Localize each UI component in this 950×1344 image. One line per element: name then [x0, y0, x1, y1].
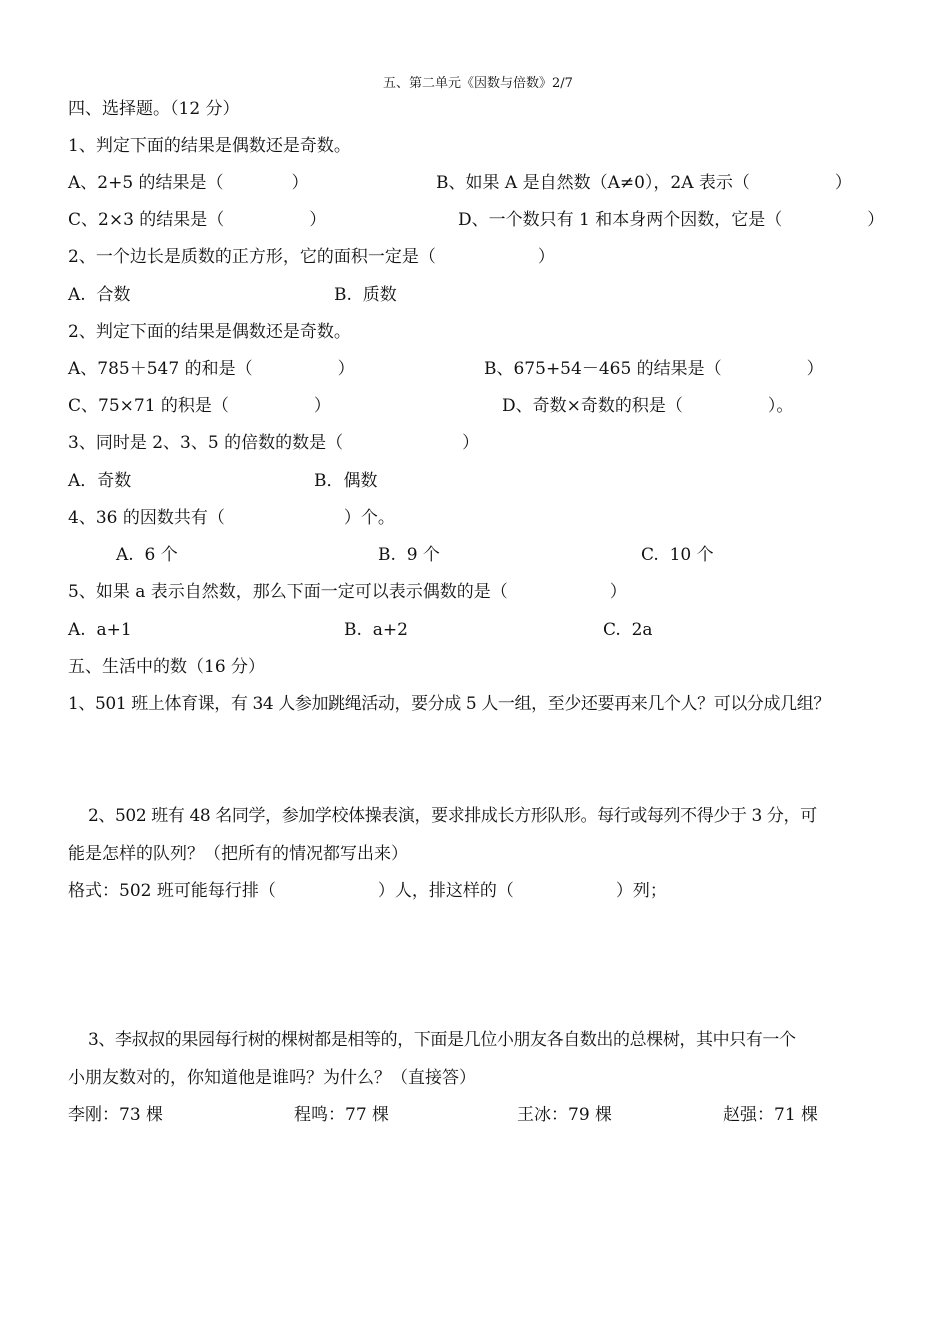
tree-count-cheng-ming: 程鸣：77 棵 [294, 1105, 390, 1125]
question-5-option-c: C. 2a [603, 620, 653, 640]
question-2a-stem: 2、一个边长是质数的正方形，它的面积一定是（ ） [68, 247, 555, 267]
question-2b-option-d: D、奇数×奇数的积是（ ）。 [502, 396, 794, 416]
question-2b-option-c: C、75×71 的积是（ ） [68, 396, 331, 416]
tree-count-zhao-qiang: 赵强：71 棵 [723, 1105, 819, 1125]
question-5-option-a: A. a+1 [68, 620, 132, 640]
section-5-title: 五、生活中的数（16 分） [68, 657, 266, 677]
question-3-option-b: B．偶数 [314, 471, 378, 491]
question-1-option-c: C、2×3 的结果是（ ） [68, 210, 327, 230]
page-header: 五、第二单元《因数与倍数》2/7 [383, 76, 573, 91]
question-4-option-a: A. 6 个 [116, 545, 178, 565]
question-3-option-a: A．奇数 [68, 471, 132, 491]
question-2a-option-a: A. 合数 [68, 285, 131, 305]
question-1-stem: 1、判定下面的结果是偶数还是奇数。 [68, 136, 351, 156]
question-2a-option-b: B. 质数 [334, 285, 397, 305]
question-1-option-d: D、一个数只有 1 和本身两个因数，它是（ ） [458, 210, 885, 230]
question-2b-option-a: A、785＋547 的和是（ ） [68, 359, 355, 379]
section-4-title: 四、选择题。（12 分） [68, 99, 240, 119]
problem-2-line-1: 2、502 班有 48 名同学，参加学校体操表演，要求排成长方形队形。每行或每列不得少于 3 分，可 [88, 806, 817, 826]
problem-3-line-1: 3、李叔叔的果园每行树的棵树都是相等的，下面是几位小朋友各自数出的总棵树，其中只有一个 [88, 1030, 796, 1050]
question-5-stem: 5、如果 a 表示自然数，那么下面一定可以表示偶数的是（ ） [68, 582, 627, 602]
problem-2-line-2: 能是怎样的队列？（把所有的情况都写出来） [68, 844, 408, 864]
question-4-option-b: B. 9 个 [378, 545, 440, 565]
question-2b-stem: 2、判定下面的结果是偶数还是奇数。 [68, 322, 351, 342]
problem-3-line-2: 小朋友数对的，你知道他是谁吗？为什么？（直接答） [68, 1068, 476, 1088]
question-4-option-c: C. 10 个 [641, 545, 714, 565]
question-1-option-b: B、如果 A 是自然数（A≠0），2A 表示（ ） [436, 173, 852, 193]
problem-2-answer-format: 格式：502 班可能每行排（ ）人，排这样的（ ）列； [68, 881, 667, 901]
question-1-option-a: A、2+5 的结果是（ ） [68, 173, 309, 193]
tree-count-wang-bing: 王冰：79 棵 [517, 1105, 613, 1125]
problem-1: 1、501 班上体育课，有 34 人参加跳绳活动，要分成 5 人一组，至少还要再来几个人？可以分成几组？ [68, 694, 830, 714]
question-5-option-b: B. a+2 [344, 620, 408, 640]
question-2b-option-b: B、675+54－465 的结果是（ ） [484, 359, 824, 379]
question-4-stem: 4、36 的因数共有（ ）个。 [68, 508, 395, 528]
question-3-stem: 3、同时是 2、3、5 的倍数的数是（ ） [68, 433, 480, 453]
tree-count-li-gang: 李刚：73 棵 [68, 1105, 164, 1125]
